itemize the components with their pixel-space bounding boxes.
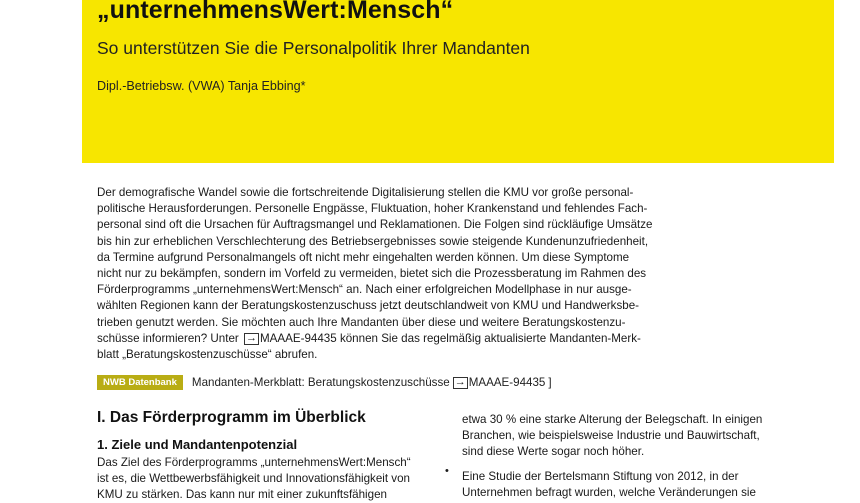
intro-line: Der demografische Wandel sowie die fortschreitende Digitalisierung stellen die KMU vor große personal-: [97, 186, 634, 199]
database-badge: NWB Datenbank: [97, 375, 183, 390]
body-line: etwa 30 % eine starke Alterung der Belegschaft. In einigen: [462, 413, 763, 426]
body-line: ist es, die Wettbewerbsfähigkeit und Innovationsfähigkeit von: [97, 472, 411, 485]
article-author: Dipl.-Betriebsw. (VWA) Tanja Ebbing*: [97, 79, 306, 93]
bullet-icon: •: [445, 465, 449, 477]
database-ref-link[interactable]: MAAAE-94435: [468, 376, 546, 389]
section-heading: I. Das Förderprogramm im Überblick: [97, 409, 366, 426]
database-bracket: ]: [548, 376, 552, 389]
body-line: Das Ziel des Förderprogramms „unternehmensWert:Mensch“: [97, 456, 411, 469]
doc-ref-arrow-icon: →: [246, 331, 257, 344]
bullet-line: Eine Studie der Bertelsmann Stiftung von 2012, in der: [462, 469, 739, 483]
intro-line: personal sind oft die Ursachen für Auftragsmangel und Reklamationen. Die Folgen sind rückläufige Umsätze: [97, 218, 653, 232]
intro-line: da Termine aufgrund Personalmangels oft nicht mehr eingehalten werden können. Um diese Symptome: [97, 250, 630, 264]
body-line: sind diese Werte sogar noch höher.: [462, 445, 645, 459]
intro-line: nicht nur zu bekämpfen, sondern im Vorfeld zu vermeiden, bietet sich die Prozessberatung im Rahmen des: [97, 267, 647, 281]
body-line: Branchen, wie beispielsweise Industrie und Bauwirtschaft,: [462, 429, 760, 443]
intro-line: trieben genutzt werden. Sie möchten auch Ihre Mandanten über diese und weitere Beratungskostenzu-: [97, 315, 626, 329]
database-text: Mandanten-Merkblatt: Beratungskostenzuschüsse: [191, 376, 450, 389]
right-column-text: [462, 412, 782, 501]
article-subtitle: So unterstützen Sie die Personalpolitik Ihrer Mandanten: [97, 38, 530, 58]
intro-line: bis hin zur erheblichen Verschlechterung des Betriebsergebnisses sowie steigende Kundenunzufriedenheit,: [97, 234, 649, 248]
bullet-line: Unternehmen befragt wurden, welche Veränderungen sie: [462, 485, 756, 499]
intro-line-with-ref: [97, 331, 697, 347]
database-reference: [97, 375, 552, 390]
left-column-text: [97, 455, 427, 503]
intro-paragraph: [97, 185, 697, 363]
section-subheading: 1. Ziele und Mandantenpotenzial: [97, 437, 298, 452]
intro-line: wählten Regionen kann der Beratungskostenzuschuss jetzt deutschlandweit von KMU und Handwerksbe-: [97, 299, 639, 313]
intro-ref-before: schüsse informieren? Unter: [97, 331, 239, 345]
doc-ref-arrow-icon: →: [454, 375, 466, 388]
intro-line: blatt „Beratungskostenzuschüsse“ abrufen.: [97, 348, 318, 362]
doc-ref-link[interactable]: MAAAE-94435: [260, 331, 337, 345]
intro-line: politische Herausforderungen. Personelle Engpässe, Fluktuation, hoher Krankenstand und fehlendes Fach-: [97, 202, 648, 216]
body-line: KMU zu stärken. Das kann nur mit einer zukunftsfähigen: [97, 488, 387, 501]
spacer: [462, 461, 782, 469]
article-title: „unternehmensWert:Mensch“: [97, 0, 454, 24]
intro-ref-after: können Sie das regelmäßig aktualisierte Mandanten-Merk-: [339, 331, 641, 345]
intro-line: Förderprogramms „unternehmensWert:Mensch“ an. Nach einer erfolgreichen Modellphase in nur ausge-: [97, 283, 632, 297]
